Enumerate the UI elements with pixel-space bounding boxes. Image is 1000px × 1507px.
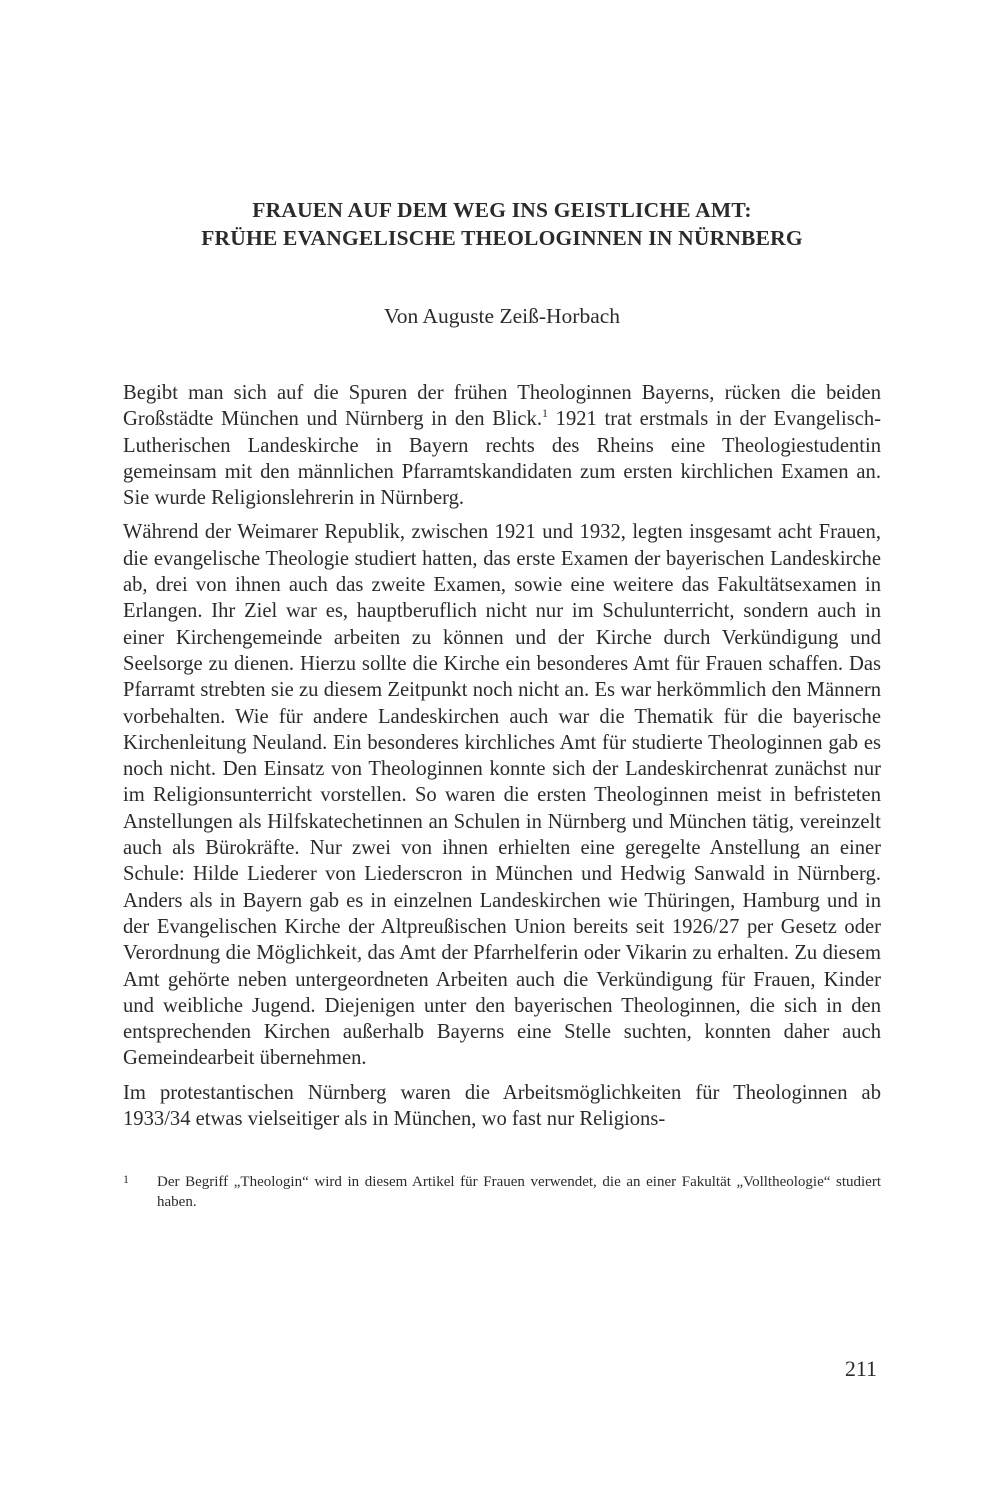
- paragraph-2: Während der Weimarer Republik, zwischen 1921 und 1932, legten insgesamt acht Frauen, die evangelische Theologie studiert hatten, das erste Examen der bayerischen Landeskirche ab, drei von ihnen auch das zweite Examen, sowie eine weitere das Fakultätsexamen in Erlangen. Ihr Ziel war es, hauptberuflich nicht nur im Schulunterricht, sondern auch in einer Kirchengemeinde arbeiten zu können und der Kirche durch Verkündigung und Seelsorge zu dienen. Hierzu sollte die Kirche ein besonderes Amt für Frauen schaffen. Das Pfarramt strebten sie zu diesem Zeitpunkt noch nicht an. Es war herkömmlich den Männern vorbehalten. Wie für andere Landeskirchen auch war die Thematik für die bayerische Kirchenleitung Neuland. Ein besonderes kirchliches Amt für studierte Theologinnen gab es noch nicht. Den Einsatz von Theologinnen konnte sich der Landeskirchenrat zunächst nur im Religionsunterricht vorstellen. So waren die ersten Theologinnen meist in befristeten Anstellungen als Hilfskatechetinnen an Schulen in Nürnberg und München tätig, vereinzelt auch als Bürokräfte. Nur zwei von ihnen erhielten eine geregelte Anstellung an einer Schule: Hilde Liederer von Liederscron in München und Hedwig Sanwald in Nürnberg. Anders als in Bayern gab es in einzelnen Landeskirchen wie Thüringen, Hamburg und in der Evangelischen Kirche der Altpreußischen Union bereits seit 1926/27 per Gesetz oder Verordnung die Möglichkeit, das Amt der Pfarrhelferin oder Vikarin zu erhalten. Zu diesem Amt gehörte neben untergeordneten Arbeiten auch die Verkündigung für Frauen, Kinder und weibliche Jugend. Diejenigen unter den bayerischen Theologinnen, die sich in den entsprechenden Kirchen außerhalb Bayerns eine Stelle suchten, konnten daher auch Gemeindearbeit übernehmen.: [123, 521, 881, 1070]
- footnote-number: 1: [123, 1172, 129, 1187]
- paragraph-3: Im protestantischen Nürnberg waren die Arbeitsmöglichkeiten für Theologinnen ab 1933/34 etwas vielseitiger als in München, wo fast nur Religions-: [123, 1081, 881, 1131]
- article-title: [123, 196, 881, 252]
- footnote-ref-1[interactable]: 1: [542, 406, 549, 421]
- title-line-1: FRAUEN AUF DEM WEG INS GEISTLICHE AMT:: [252, 198, 752, 222]
- page: [123, 196, 881, 1212]
- footnote-1: [123, 1172, 881, 1212]
- footnote-text: Der Begriff „Theologin“ wird in diesem Artikel für Frauen verwendet, die an einer Fakultät „Volltheologie“ studiert haben.: [157, 1174, 881, 1211]
- footnotes: [123, 1172, 881, 1212]
- author-line: Von Auguste Zeiß-Horbach: [383, 304, 621, 328]
- title-line-2: FRÜHE EVANGELISCHE THEOLOGINNEN IN NÜRNBERG: [201, 226, 803, 250]
- paragraph-1-text-b: 1921 trat erstmals in der Evangelisch-Lutherischen Landeskirche in Bayern rechts des Rheins eine Theologiestudentin gemeinsam mit den männlichen Pfarramtskandidaten zum ersten kirchlichen Examen an. Sie wurde Religionslehrerin in Nürnberg.: [123, 408, 882, 510]
- paragraph-1-text-a: Begibt man sich auf die Spuren der frühen Theologinnen Bayerns, rücken die beiden Großstädte München und Nürnberg in den Blick.: [123, 382, 881, 431]
- page-number: 211: [844, 1356, 877, 1381]
- article-body: [123, 380, 881, 1132]
- paragraph-1: [123, 380, 881, 511]
